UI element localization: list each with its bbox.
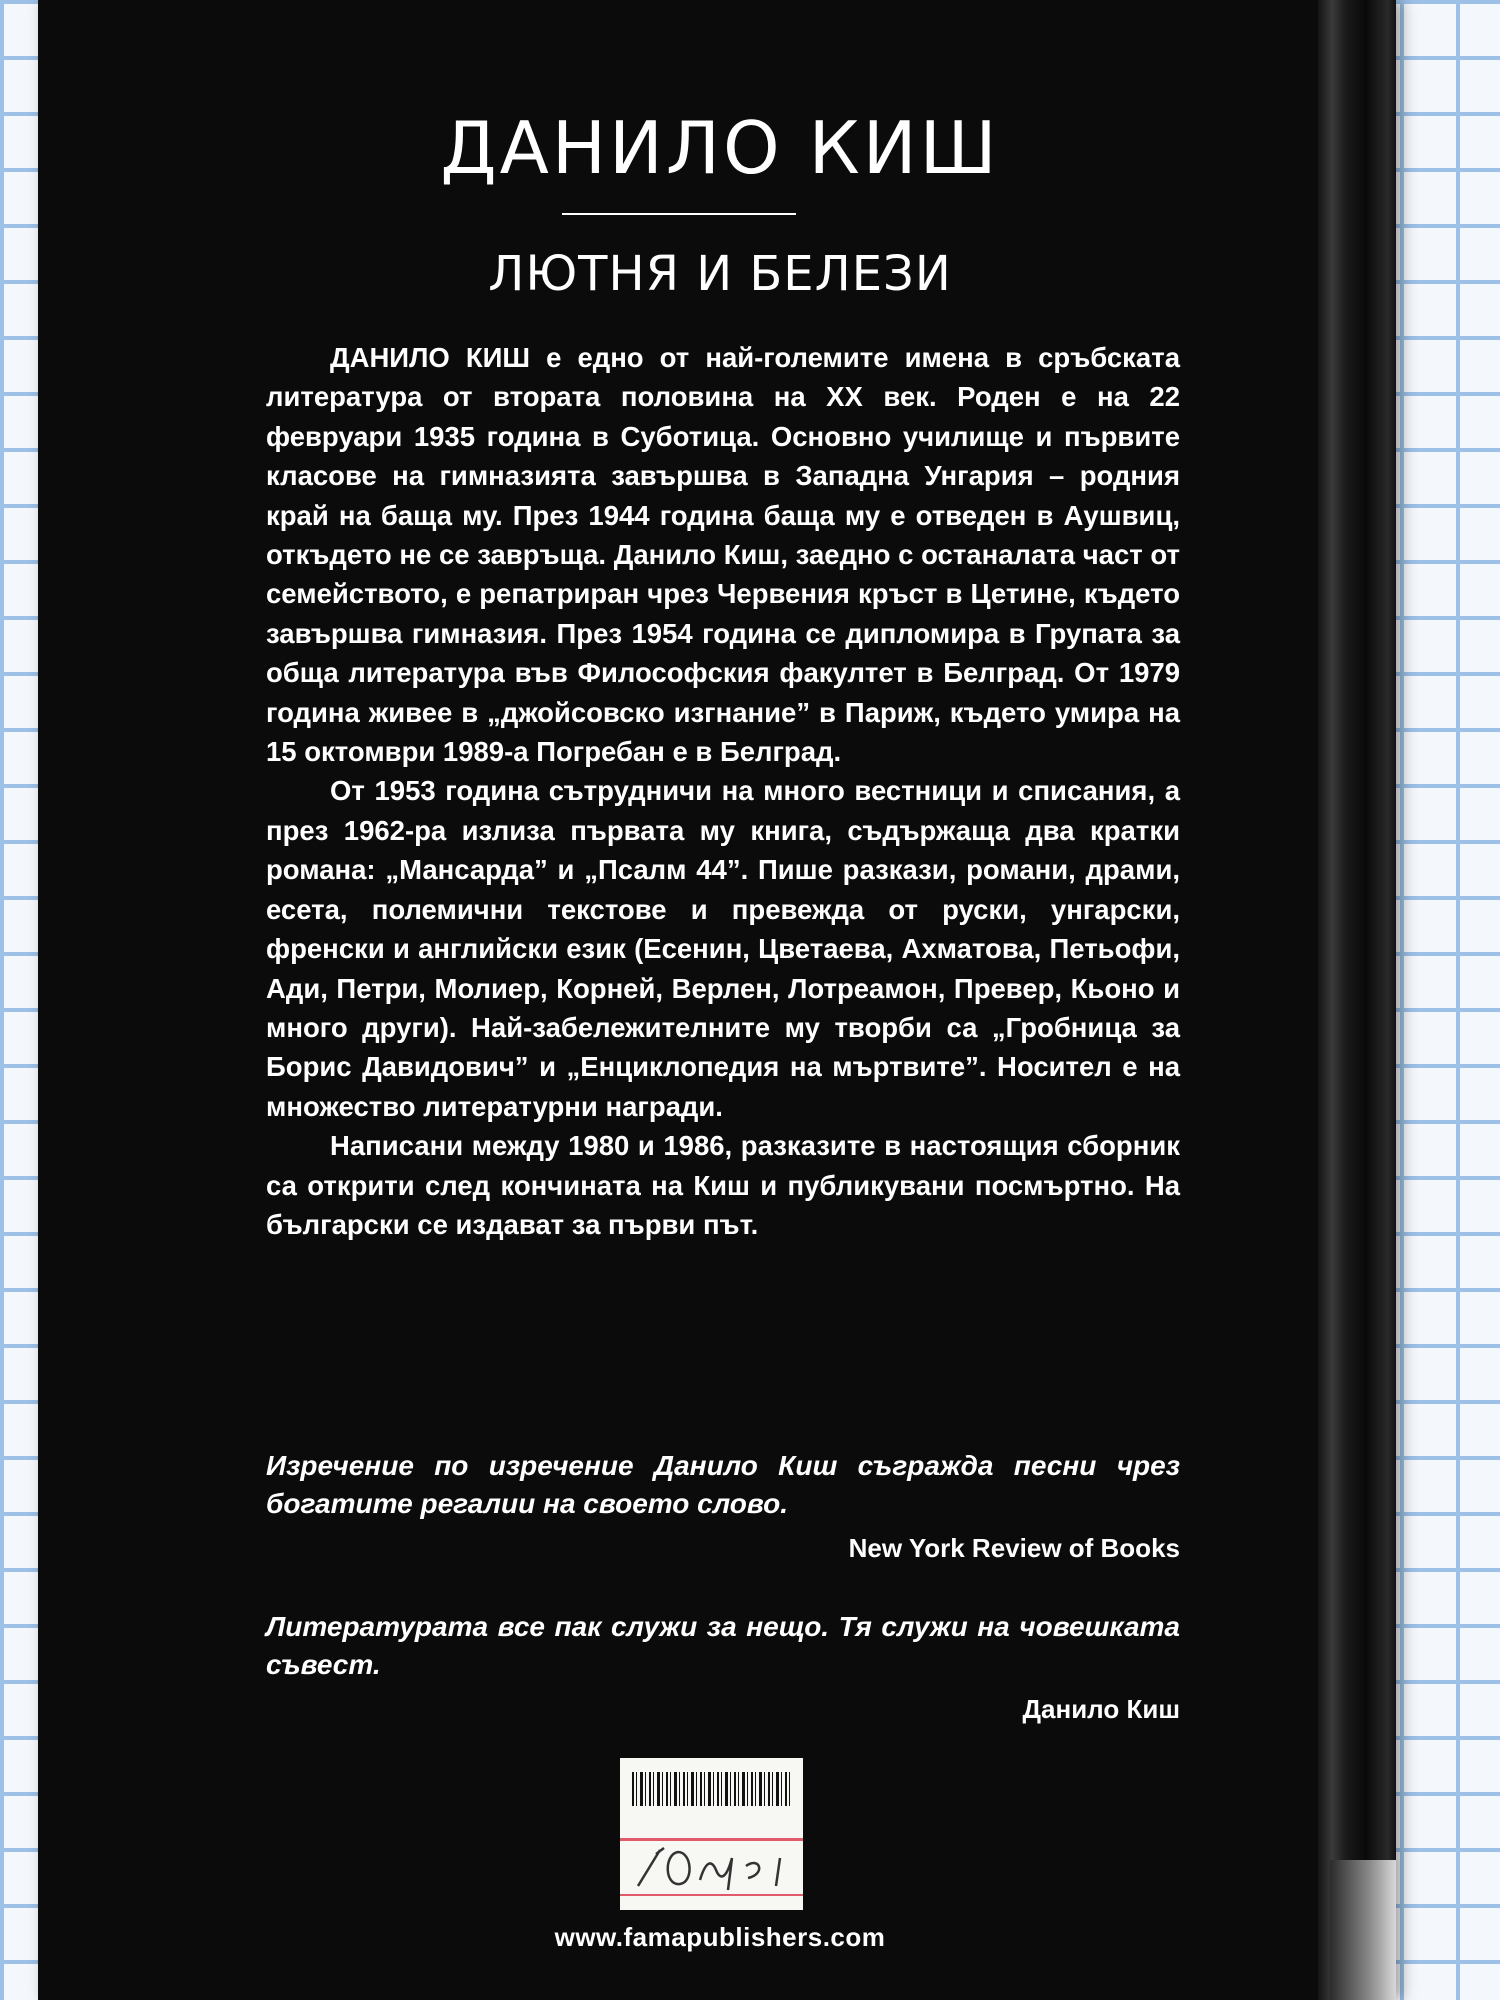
quote-text: Литературата все пак служи за нещо. Тя служи на човешката съвест. (266, 1611, 1180, 1680)
title-divider (562, 213, 796, 215)
blurb-paragraph: Написани между 1980 и 1986, разказите в настоящия сборник са открити след кончината на Киш и публикувани посмъртно. На български се издават за първи път. (266, 1130, 1180, 1240)
book-title: ЛЮТНЯ И БЕЛЕЗИ (488, 246, 952, 302)
handwritten-price (620, 1840, 803, 1894)
quote-text: Изречение по изречение Данило Киш съгражда песни чрез богатите регалии на своето слово. (266, 1450, 1180, 1519)
author-quote (266, 1608, 1180, 1726)
blurb-paragraph: ДАНИЛО КИШ е едно от най-големите имена в сръбската литература от втората половина на XX век. Роден е на 22 февруари 1935 година в Суботица. Основно училище и първите класове на гимназията завършва в Западна Унгария – родния край на баща му. През 1944 година баща му е отведен в Аушвиц, откъдето не се завръща. Данило Киш, заедно с останалата част от семейството, е репатриран чрез Червения кръст в Цетине, където завършва гимназия. През 1954 година се дипломира в Групата за обща литература във Философския факултет в Белград. От 1979 година живее в „джойсовско изгнание” в Париж, където умира на 15 октомври 1989-а Погребан е в Белград. (266, 342, 1180, 768)
price-sticker (620, 1758, 803, 1910)
blurb-paragraph: От 1953 година сътрудничи на много вестници и списания, а през 1962-ра излиза първата му книга, съдържаща два кратки романа: „Мансарда” и „Псалм 44”. Пише разкази, романи, драми, есета, полемични текстове и превежда от руски, унгарски, френски и английски език (Есенин, Цветаева, Ахматова, Петьофи, Ади, Петри, Молиер, Корней, Верлен, Лотреамон, Превер, Кьоно и много други). Най-забележителните му творби са „Гробница за Борис Давидович” и „Енциклопедия на мъртвите”. Носител е на множество литературни награди. (266, 775, 1180, 1122)
review-quote (266, 1447, 1180, 1565)
book-page-edge (1318, 0, 1396, 2000)
blurb (266, 338, 1180, 1244)
sticker-stripe (620, 1894, 803, 1896)
quote-source: New York Review of Books (848, 1533, 1180, 1563)
barcode (632, 1772, 792, 1806)
publisher-website: www.famapublishers.com (554, 1922, 886, 1952)
author-name: ДАНИЛО КИШ (440, 106, 1000, 190)
quote-source: Данило Киш (1022, 1694, 1180, 1724)
book-corner-shadow (1330, 1860, 1396, 2000)
